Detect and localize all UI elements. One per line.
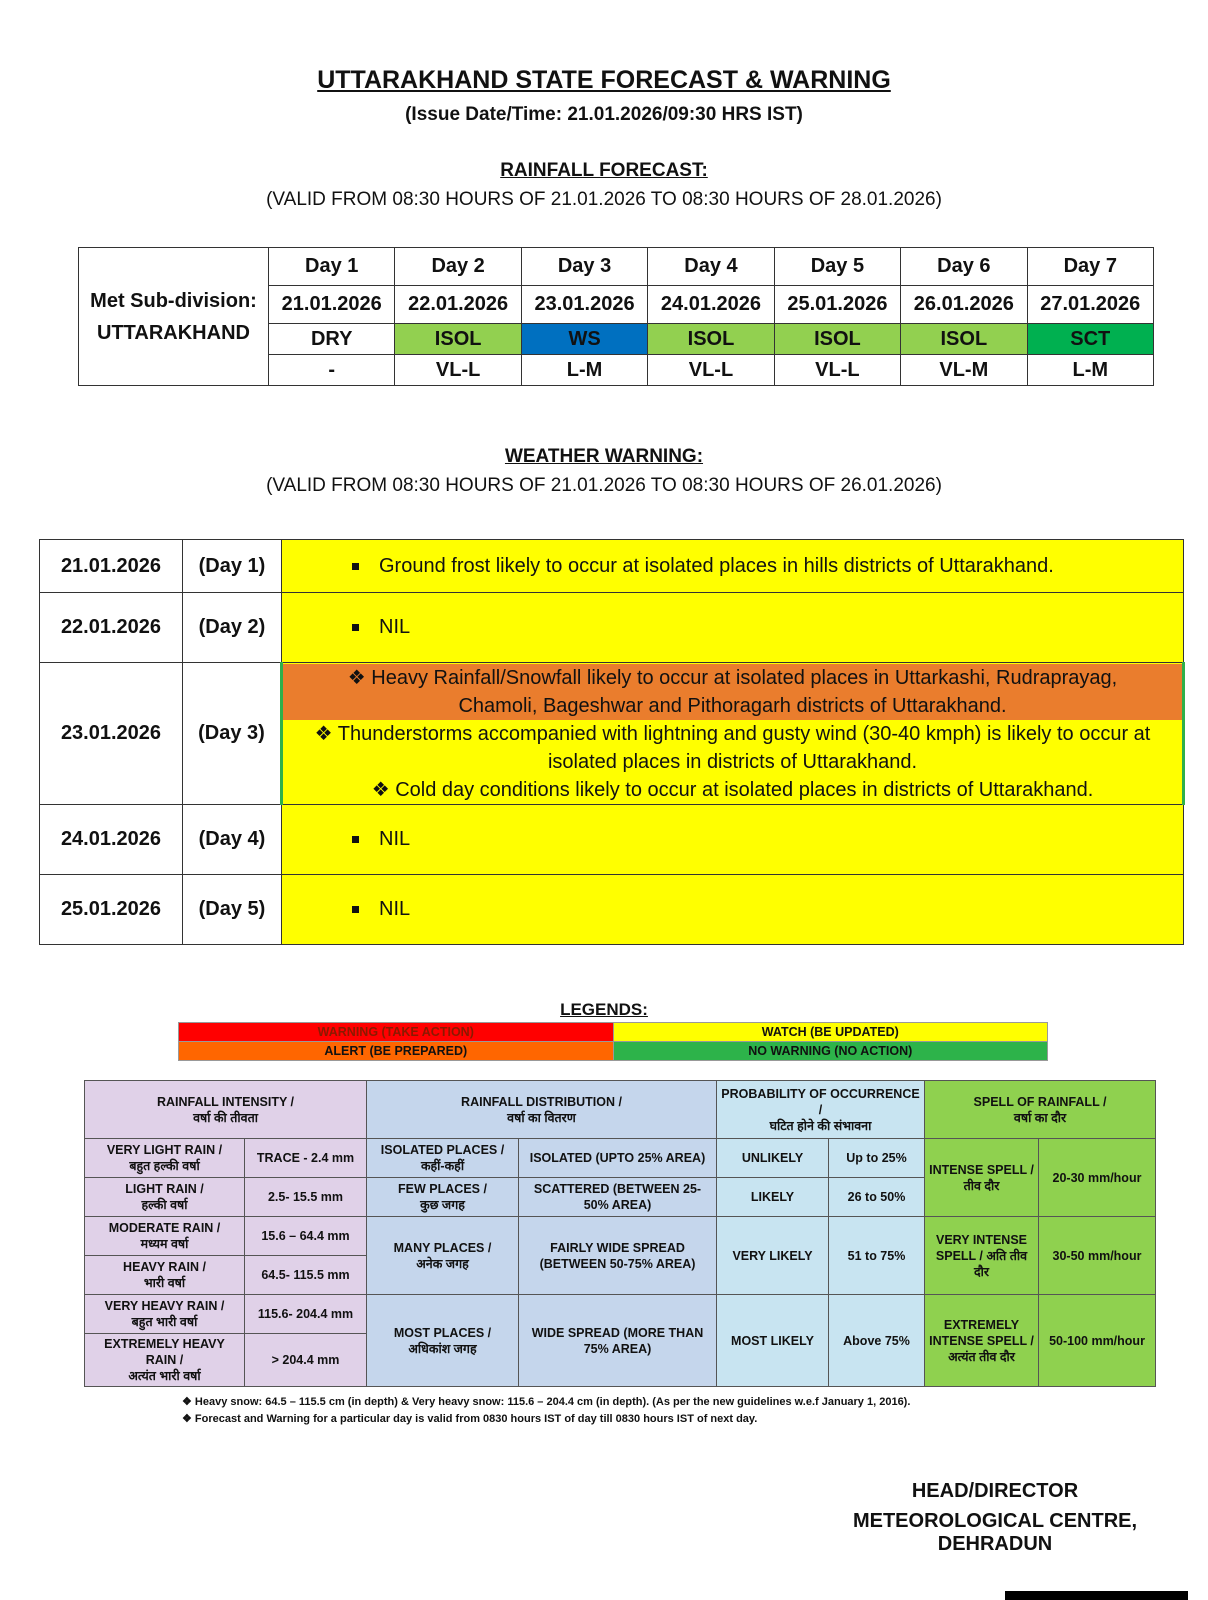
subdivision-label: Met Sub-division: <box>90 289 257 312</box>
intensity-cell: - <box>269 355 395 386</box>
reference-table <box>84 1080 1156 1387</box>
day-label: Day 7 <box>1027 248 1153 286</box>
warning-text: Cold day conditions likely to occur at isolated places in districts of Uttarakhand. <box>395 778 1094 801</box>
rainfall-forecast-heading: RAINFALL FORECAST: <box>500 160 708 181</box>
day-label: Day 2 <box>395 248 521 286</box>
alert-item: ❖ Heavy Rainfall/Snowfall likely to occur at isolated places in Uttarkashi, Rudraprayag, Chamoli, Bageshwar and Pithoragarh districts of Uttarakhand. <box>283 664 1182 720</box>
warning-row <box>40 875 1184 945</box>
date-cell: 25.01.2026 <box>774 286 900 324</box>
legend-watch: WATCH (BE UPDATED) <box>613 1023 1048 1042</box>
warning-message <box>282 593 1184 663</box>
intensity-cell: L-M <box>1027 355 1153 386</box>
document-title: UTTARAKHAND STATE FORECAST & WARNING <box>317 66 891 94</box>
signature-title: HEAD/DIRECTOR <box>911 1480 1079 1502</box>
date-cell: 21.01.2026 <box>269 286 395 324</box>
distribution-desc: SCATTERED (BETWEEN 25-50% AREA) <box>519 1178 717 1217</box>
warning-day: (Day 2) <box>183 593 282 663</box>
date-cell: 24.01.2026 <box>648 286 774 324</box>
spell-rate: 20-30 mm/hour <box>1039 1139 1156 1217</box>
distribution-cell: ISOL <box>774 324 900 355</box>
date-cell: 22.01.2026 <box>395 286 521 324</box>
intensity-cell: VL-M <box>901 355 1027 386</box>
watch-item: ❖ Cold day conditions likely to occur at isolated places in districts of Uttarakhand. <box>283 776 1182 804</box>
distribution-cell: ISOL <box>901 324 1027 355</box>
intensity-range: 2.5- 15.5 mm <box>245 1178 367 1217</box>
warning-row <box>40 540 1184 593</box>
warning-message <box>282 663 1184 805</box>
warning-text: NIL <box>379 828 411 850</box>
issue-datetime: (Issue Date/Time: 21.01.2026/09:30 HRS IST) <box>405 104 803 125</box>
distribution-cell: WS <box>521 324 647 355</box>
probability-name: UNLIKELY <box>717 1139 829 1178</box>
distribution-cell: ISOL <box>648 324 774 355</box>
bullet-icon <box>352 836 359 843</box>
warning-row <box>40 805 1184 875</box>
bullet-icon <box>352 563 359 570</box>
warning-date: 22.01.2026 <box>40 593 183 663</box>
distribution-cell: SCT <box>1027 324 1153 355</box>
legend-warning: WARNING (TAKE ACTION) <box>179 1023 614 1042</box>
bullet-icon <box>352 624 359 631</box>
redaction-bar <box>1005 1591 1188 1600</box>
distribution-cell: ISOL <box>395 324 521 355</box>
weather-warning-validity: (VALID FROM 08:30 HOURS OF 21.01.2026 TO 08:30 HOURS OF 26.01.2026) <box>266 475 942 496</box>
day-label: Day 3 <box>521 248 647 286</box>
intensity-range: > 204.4 mm <box>245 1334 367 1387</box>
intensity-cell: VL-L <box>774 355 900 386</box>
distribution-desc: FAIRLY WIDE SPREAD (BETWEEN 50-75% AREA) <box>519 1217 717 1295</box>
bullet-icon <box>352 906 359 913</box>
intensity-name: HEAVY RAIN / भारी वर्षा <box>85 1256 245 1295</box>
footnotes <box>182 1394 910 1428</box>
warning-message <box>282 540 1184 593</box>
warning-message <box>282 875 1184 945</box>
footnote: ❖ Forecast and Warning for a particular day is valid from 0830 hours IST of day till 0830 hours IST of next day. <box>182 1413 758 1425</box>
spell-rate: 50-100 mm/hour <box>1039 1295 1156 1387</box>
weather-warning-heading: WEATHER WARNING: <box>504 446 704 467</box>
intensity-name: MODERATE RAIN / मध्यम वर्षा <box>85 1217 245 1256</box>
probability-name: LIKELY <box>717 1178 829 1217</box>
spell-name: INTENSE SPELL / तीव दौर <box>925 1139 1039 1217</box>
warning-text: Thunderstorms accompanied with lightning and gusty wind (30-40 kmph) is likely to occur at isolated places in districts of Uttarakhand. <box>337 722 1151 773</box>
intensity-name: LIGHT RAIN / हल्की वर्षा <box>85 1178 245 1217</box>
intensity-name: EXTREMELY HEAVY RAIN / अत्यंत भारी वर्षा <box>85 1334 245 1387</box>
spell-name: EXTREMELY INTENSE SPELL / अत्यंत तीव दौर <box>925 1295 1039 1387</box>
footnote: ❖ Heavy snow: 64.5 – 115.5 cm (in depth) & Very heavy snow: 115.6 – 204.4 cm (in depth). (As per the new guidelines w.e.f January 1, 2016). <box>182 1396 911 1408</box>
rainfall-forecast-table <box>78 247 1154 386</box>
warning-date: 21.01.2026 <box>40 540 183 593</box>
intensity-range: TRACE - 2.4 mm <box>245 1139 367 1178</box>
warning-text: Ground frost likely to occur at isolated places in hills districts of Uttarakhand. <box>379 554 1054 577</box>
distribution-header: RAINFALL DISTRIBUTION / वर्षा का वितरण <box>367 1081 717 1139</box>
probability-range: Above 75% <box>829 1295 925 1387</box>
warning-day: (Day 1) <box>183 540 282 593</box>
warning-text: NIL <box>379 616 411 638</box>
distribution-cell: DRY <box>269 324 395 355</box>
probability-name: VERY LIKELY <box>717 1217 829 1295</box>
legend-no-warning: NO WARNING (NO ACTION) <box>613 1042 1048 1061</box>
probability-header: PROBABILITY OF OCCURRENCE / घटित होने की संभावना <box>717 1081 925 1139</box>
day-label: Day 5 <box>774 248 900 286</box>
distribution-name: MANY PLACES / अनेक जगह <box>367 1217 519 1295</box>
warning-date: 25.01.2026 <box>40 875 183 945</box>
warning-date: 23.01.2026 <box>40 663 183 805</box>
day-label: Day 6 <box>901 248 1027 286</box>
distribution-name: FEW PLACES / कुछ जगह <box>367 1178 519 1217</box>
probability-name: MOST LIKELY <box>717 1295 829 1387</box>
warning-message <box>282 805 1184 875</box>
intensity-cell: VL-L <box>648 355 774 386</box>
warning-date: 24.01.2026 <box>40 805 183 875</box>
intensity-name: VERY LIGHT RAIN / बहुत हल्की वर्षा <box>85 1139 245 1178</box>
probability-range: Up to 25% <box>829 1139 925 1178</box>
warning-text: Heavy Rainfall/Snowfall likely to occur at isolated places in Uttarkashi, Rudraprayag, Chamoli, Bageshwar and Pithoragarh districts of Uttarakhand. <box>371 666 1118 717</box>
subdivision-name: UTTARAKHAND <box>97 321 250 344</box>
legend-alert: ALERT (BE PREPARED) <box>179 1042 614 1061</box>
day-label: Day 1 <box>269 248 395 286</box>
intensity-cell: VL-L <box>395 355 521 386</box>
warning-day: (Day 4) <box>183 805 282 875</box>
spell-header: SPELL OF RAINFALL / वर्षा का दौर <box>925 1081 1156 1139</box>
intensity-name: VERY HEAVY RAIN / बहुत भारी वर्षा <box>85 1295 245 1334</box>
probability-range: 51 to 75% <box>829 1217 925 1295</box>
signature-office: METEOROLOGICAL CENTRE, DEHRADUN <box>852 1510 1138 1555</box>
distribution-name: ISOLATED PLACES / कहीं-कहीं <box>367 1139 519 1178</box>
legend-table <box>178 1022 1048 1061</box>
intensity-header: RAINFALL INTENSITY / वर्षा की तीवता <box>85 1081 367 1139</box>
warning-day: (Day 5) <box>183 875 282 945</box>
date-cell: 27.01.2026 <box>1027 286 1153 324</box>
date-cell: 23.01.2026 <box>521 286 647 324</box>
weather-warning-table <box>39 539 1185 945</box>
warning-row <box>40 663 1184 805</box>
distribution-name: MOST PLACES / अधिकांश जगह <box>367 1295 519 1387</box>
intensity-range: 64.5- 115.5 mm <box>245 1256 367 1295</box>
spell-rate: 30-50 mm/hour <box>1039 1217 1156 1295</box>
warning-text: NIL <box>379 898 411 920</box>
intensity-range: 15.6 – 64.4 mm <box>245 1217 367 1256</box>
distribution-desc: ISOLATED (UPTO 25% AREA) <box>519 1139 717 1178</box>
spell-name: VERY INTENSE SPELL / अति तीव दौर <box>925 1217 1039 1295</box>
legends-heading: LEGENDS: <box>560 1000 648 1019</box>
warning-row <box>40 593 1184 663</box>
distribution-desc: WIDE SPREAD (MORE THAN 75% AREA) <box>519 1295 717 1387</box>
subdivision-cell <box>79 248 269 386</box>
intensity-range: 115.6- 204.4 mm <box>245 1295 367 1334</box>
probability-range: 26 to 50% <box>829 1178 925 1217</box>
day-label: Day 4 <box>648 248 774 286</box>
rainfall-forecast-validity: (VALID FROM 08:30 HOURS OF 21.01.2026 TO 08:30 HOURS OF 28.01.2026) <box>266 189 942 210</box>
date-cell: 26.01.2026 <box>901 286 1027 324</box>
warning-day: (Day 3) <box>183 663 282 805</box>
intensity-cell: L-M <box>521 355 647 386</box>
watch-item: ❖ Thunderstorms accompanied with lightning and gusty wind (30-40 kmph) is likely to occur at isolated places in districts of Uttarakhand. <box>283 720 1182 776</box>
